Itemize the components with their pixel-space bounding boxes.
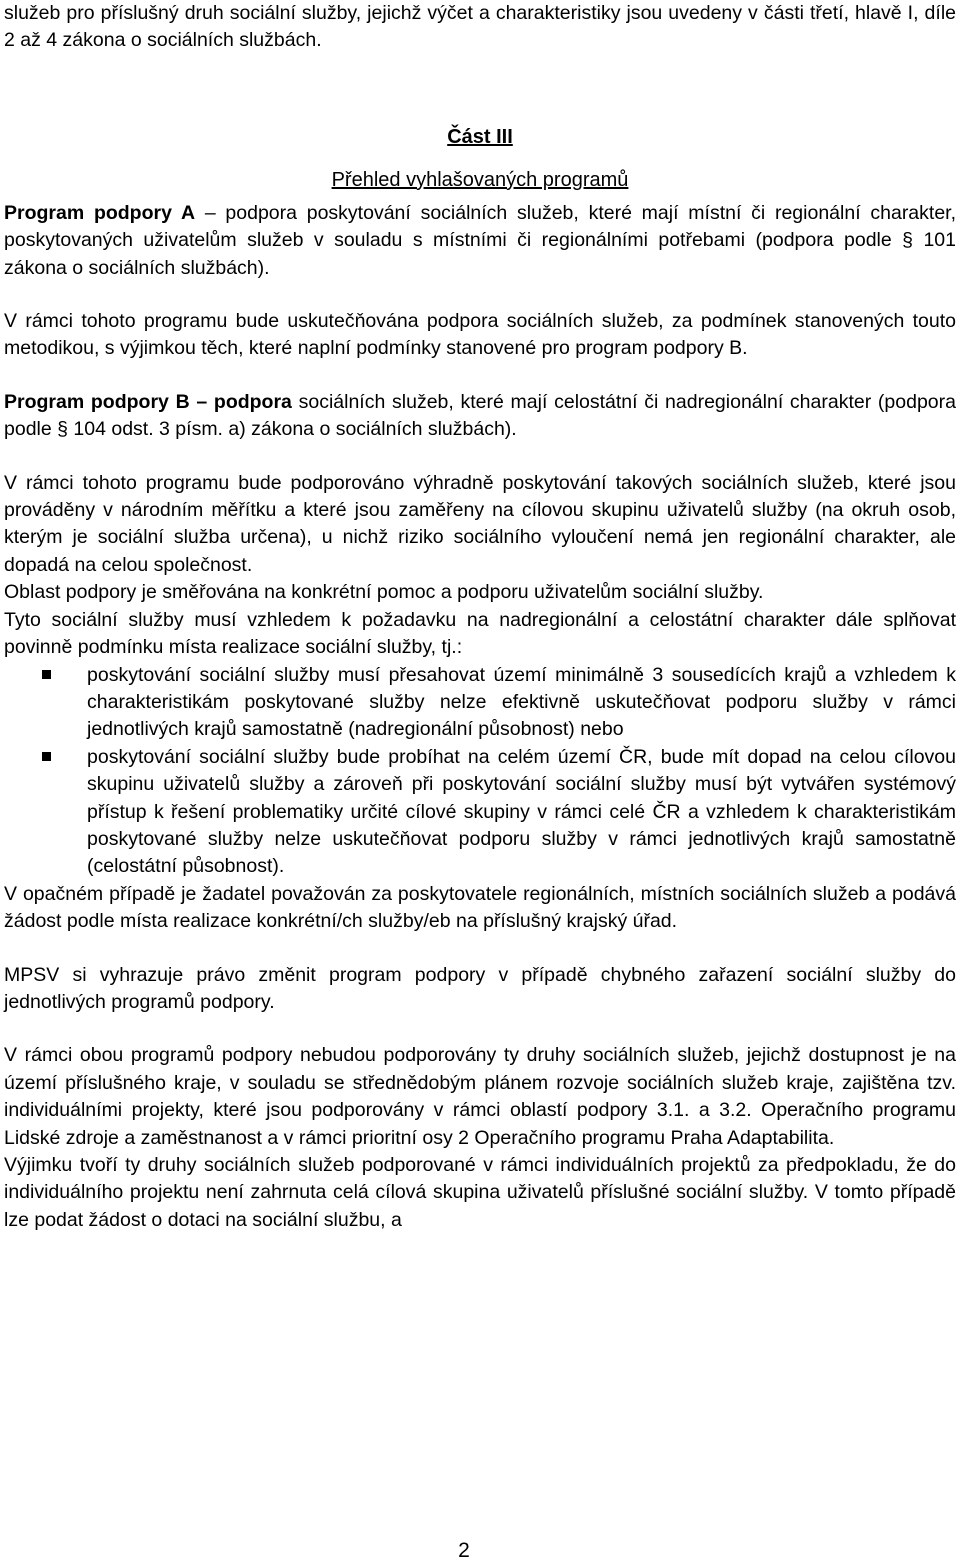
mpsv-paragraph: MPSV si vyhrazuje právo změnit program podpory v případě chybného zařazení sociální služby do jednotlivých programů podpory. <box>4 963 956 1013</box>
program-a-paragraph <box>4 200 956 282</box>
square-bullet-icon <box>42 670 51 679</box>
program-b-text: sociálních služeb, které mají celostátní či nadregionální charakter (podpora podle § 104 odst. 3 písm. a) zákona o sociálních službách). <box>4 390 956 441</box>
both-programs-paragraph: V rámci obou programů podpory nebudou podporovány ty druhy sociálních služeb, jejichž dostupnost je na území příslušného kraje, v souladu se střednědobým plánem rozvoje sociálních služeb kraje, zajištěna tzv. individuálními projekty, které jsou podporovány v rámci oblastí podpory 3.1. a 3.2. Operačního programu Lidské zdroje a zaměstnanost a v rámci prioritní osy 2 Operačního programu Praha Adaptabilita. <box>4 1044 956 1149</box>
condition-list <box>4 662 956 881</box>
condition-item-text: poskytování sociální služby bude probíhat na celém území ČR, bude mít dopad na celou cílovou skupinu uživatelů služby a zároveň při poskytování sociální služby musí být vytvářen systémový přístup k řešení problematiky určité cílové skupiny v rámci celé ČR a vzhledem k charakteristikám poskytované služby nelze uskutečňovat podporu služby v rámci jednotlivých krajů samostatně (celostátní působnost). <box>87 745 956 878</box>
section-heading: Přehled vyhlašovaných programů <box>331 168 629 191</box>
program-a-label: Program podpory A <box>4 201 196 224</box>
program-a-detail: V rámci tohoto programu bude uskutečňována podpora sociálních služeb, za podmínek stanovených touto metodikou, s výjimkou těch, které naplní podmínky stanovené pro program podpory B. <box>4 310 956 360</box>
program-b-paragraph <box>4 389 956 444</box>
intro-paragraph: služeb pro příslušný druh sociální služby, jejichž výčet a charakteristiky jsou uvedeny v části třetí, hlavě I, díle 2 až 4 zákona o sociálních službách. <box>4 2 956 52</box>
exception-paragraph: Výjimku tvoří ty druhy sociálních služeb podporované v rámci individuálních projektů za předpokladu, že do individuálního projektu není zahrnuta celá cílová skupina uživatelů příslušné sociální služby. V tomto případě lze podat žádost o dotaci na sociální službu, a <box>4 1154 956 1231</box>
condition-item <box>4 662 956 744</box>
otherwise-paragraph: V opačném případě je žadatel považován za poskytovatele regionálních, místních sociálních služeb a podává žádost podle místa realizace konkrétní/ch služby/eb na příslušný krajský úřad. <box>4 882 956 933</box>
part-heading: Část III <box>447 125 513 148</box>
program-b-label: Program podpory B – podpora <box>4 390 292 413</box>
condition-item-text: poskytování sociální služby musí přesahovat území minimálně 3 sousedících krajů a vzhledem k charakteristikám poskytované služby nelze efektivně uskutečňovat podporu služby v rámci jednotlivých krajů samostatně (nadregionální působnost) nebo <box>87 663 956 741</box>
page-number: 2 <box>458 1539 470 1562</box>
condition-item <box>4 744 956 881</box>
square-bullet-icon <box>42 752 51 761</box>
condition-intro: Tyto sociální služby musí vzhledem k požadavku na nadregionální a celostátní charakter dále splňovat povinně podmínku místa realizace sociální služby, tj.: <box>4 608 956 659</box>
program-b-detail: V rámci tohoto programu bude podporováno výhradně poskytování takových sociálních služeb, které jsou prováděny v národním měřítku a které jsou zaměřeny na cílovou skupinu uživatelů služby (na okruh osob, kterým je sociální služba určena), u nichž riziko sociálního vyloučení nemá jen regionální charakter, ale dopadá na celou společnost. <box>4 471 956 576</box>
support-area-paragraph: Oblast podpory je směřována na konkrétní pomoc a podporu uživatelům sociální služby. <box>4 581 764 604</box>
program-a-text: – podpora poskytování sociálních služeb, které mají místní či regionální charakter, poskytovaných uživatelům služeb v souladu s místními či regionálními potřebami (podpora podle § 101 zákona o sociálních službách). <box>4 201 957 279</box>
